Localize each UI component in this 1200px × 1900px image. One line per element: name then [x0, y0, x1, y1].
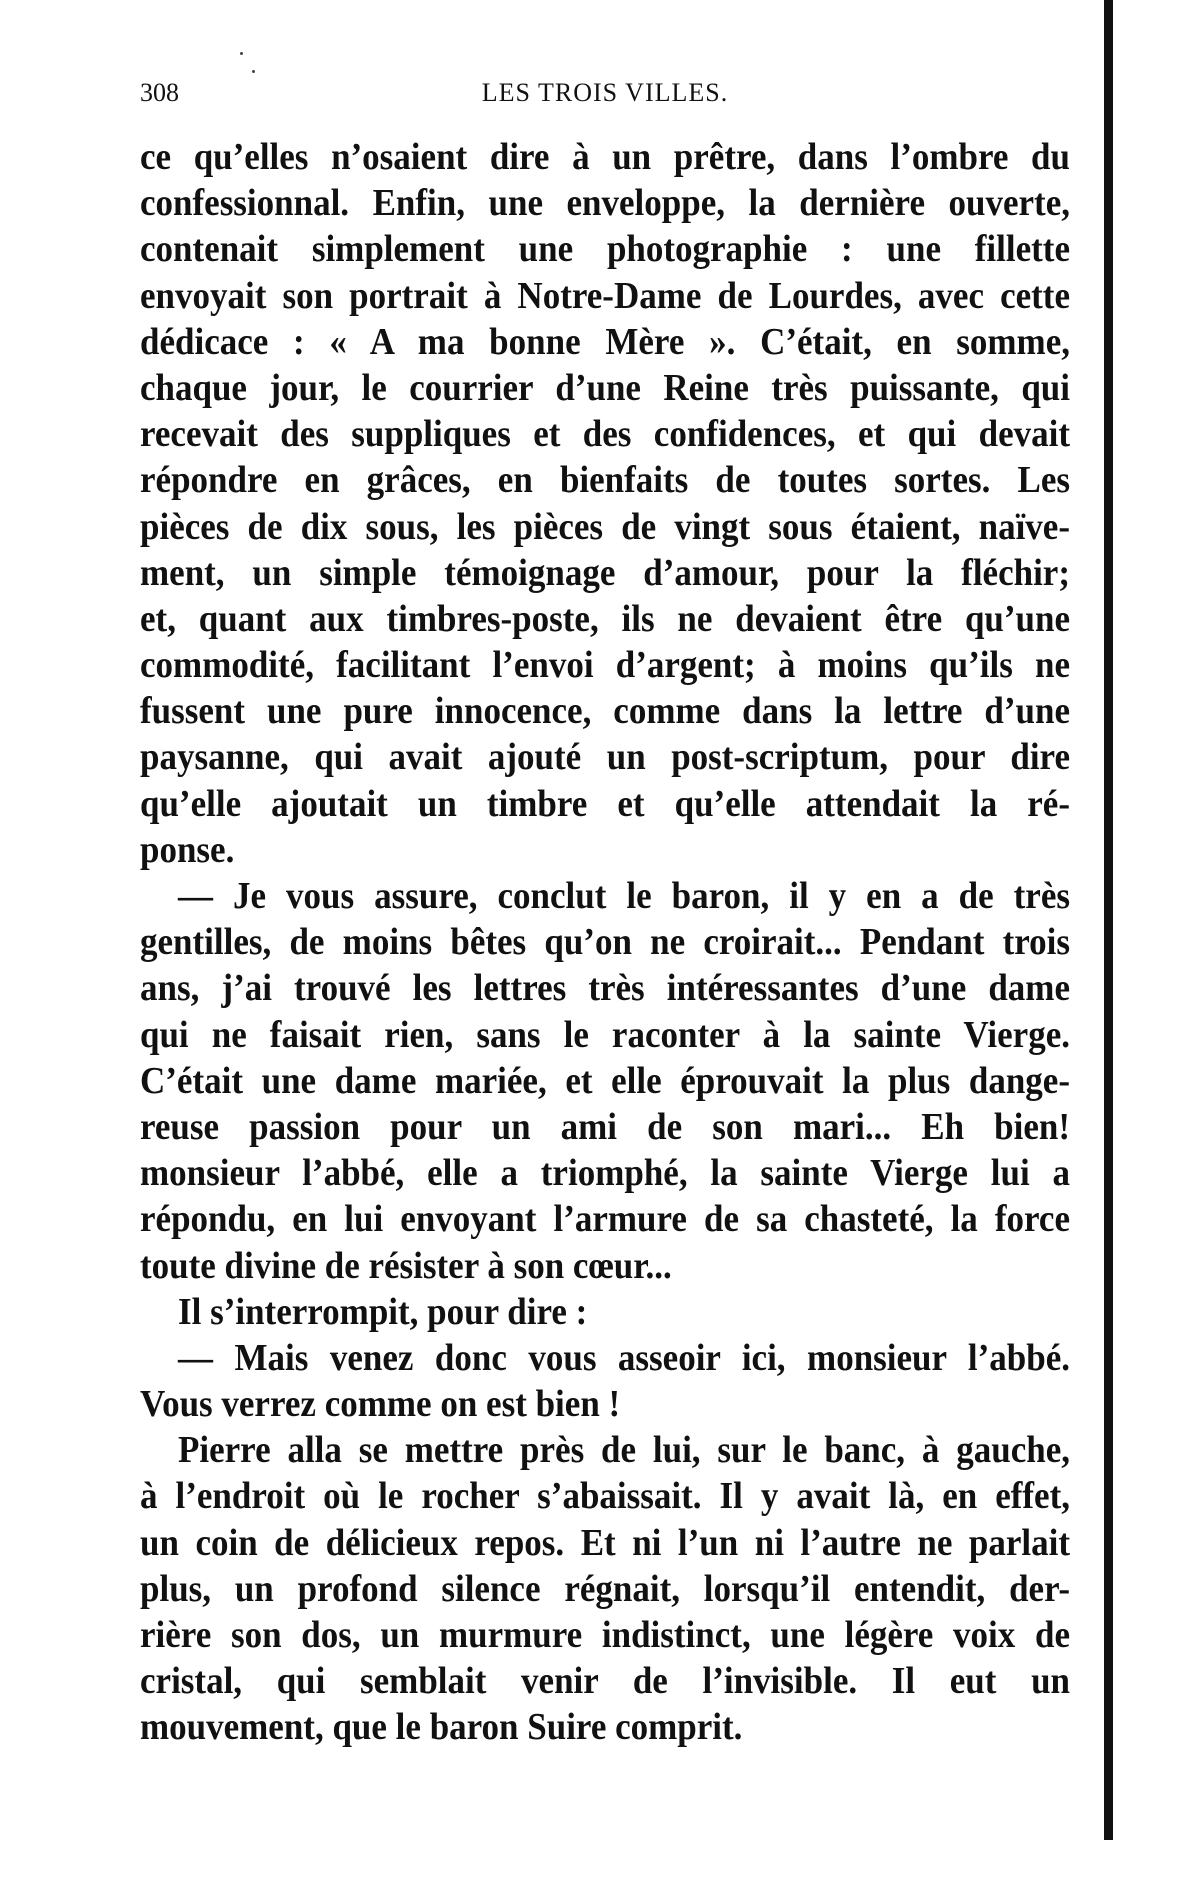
page-number: 308: [140, 78, 179, 107]
text-line: répondre en grâces, en bienfaits de toutes sortes. Les: [140, 458, 1070, 501]
text-line: confessionnal. Enfin, une enveloppe, la dernière ouverte,: [140, 181, 1070, 224]
page-header: [140, 78, 1070, 118]
text-line: qu’elle ajoutait un timbre et qu’elle attendait la ré-: [140, 782, 1070, 825]
text-line: dédicace : « A ma bonne Mère ». C’était, en somme,: [140, 320, 1070, 363]
text-line: Vous verrez comme on est bien !: [140, 1382, 621, 1425]
text-line: envoyait son portrait à Notre-Dame de Lourdes, avec cette: [140, 273, 1070, 317]
text-line: ce qu’elles n’osaient dire à un prêtre, dans l’ombre du: [140, 135, 1070, 178]
text-line: à l’endroit où le rocher s’abaissait. Il y avait là, en effet,: [140, 1474, 1070, 1517]
text-line: commodité, facilitant l’envoi d’argent; à moins qu’ils ne: [140, 643, 1070, 686]
page-body-text: [140, 134, 1070, 1751]
text-line: et, quant aux timbres-poste, ils ne devaient être qu’une: [140, 597, 1070, 640]
text-line: recevait des suppliques et des confidences, et qui devait: [140, 412, 1070, 455]
text-line: mouvement, que le baron Suire comprit.: [140, 1705, 743, 1748]
text-line: ponse.: [140, 828, 235, 871]
text-line: paysanne, qui avait ajouté un post-scriptum, pour dire: [140, 735, 1070, 778]
text-line: ment, un simple témoignage d’amour, pour la fléchir;: [140, 551, 1070, 594]
text-line: Il s’interrompit, pour dire :: [178, 1290, 588, 1333]
text-line: — Mais venez donc vous asseoir ici, monsieur l’abbé.: [178, 1336, 1070, 1379]
text-line: plus, un profond silence régnait, lorsqu’il entendit, der-: [140, 1567, 1070, 1610]
text-line: contenait simplement une photographie : une fillette: [140, 227, 1070, 270]
text-line: C’était une dame mariée, et elle éprouvait la plus dange-: [140, 1059, 1070, 1102]
text-line: rière son dos, un murmure indistinct, une légère voix de: [140, 1613, 1070, 1656]
scan-edge-bar: [1104, 0, 1113, 1840]
text-line: un coin de délicieux repos. Et ni l’un ni l’autre ne parlait: [140, 1521, 1070, 1564]
text-line: — Je vous assure, conclut le baron, il y en a de très: [178, 874, 1070, 917]
text-line: qui ne faisait rien, sans le raconter à la sainte Vierge.: [140, 1012, 1070, 1056]
scan-speck: [252, 70, 255, 73]
text-line: reuse passion pour un ami de son mari... Eh bien!: [140, 1105, 1070, 1148]
text-line: chaque jour, le courrier d’une Reine très puissante, qui: [140, 366, 1070, 409]
text-line: fussent une pure innocence, comme dans la lettre d’une: [140, 689, 1070, 732]
text-line: ans, j’ai trouvé les lettres très intéressantes d’une dame: [140, 966, 1070, 1009]
scan-speck: [240, 52, 243, 55]
text-line: gentilles, de moins bêtes qu’on ne croirait... Pendant trois: [140, 920, 1070, 963]
running-title: LES TROIS VILLES.: [481, 78, 729, 107]
text-line: pièces de dix sous, les pièces de vingt sous étaient, naïve-: [140, 504, 1070, 548]
text-line: Pierre alla se mettre près de lui, sur le banc, à gauche,: [178, 1428, 1070, 1471]
text-line: cristal, qui semblait venir de l’invisible. Il eut un: [140, 1659, 1070, 1702]
text-line: monsieur l’abbé, elle a triomphé, la sainte Vierge lui a: [140, 1151, 1070, 1194]
text-line: répondu, en lui envoyant l’armure de sa chasteté, la force: [140, 1197, 1070, 1240]
text-line: toute divine de résister à son cœur...: [140, 1243, 672, 1287]
